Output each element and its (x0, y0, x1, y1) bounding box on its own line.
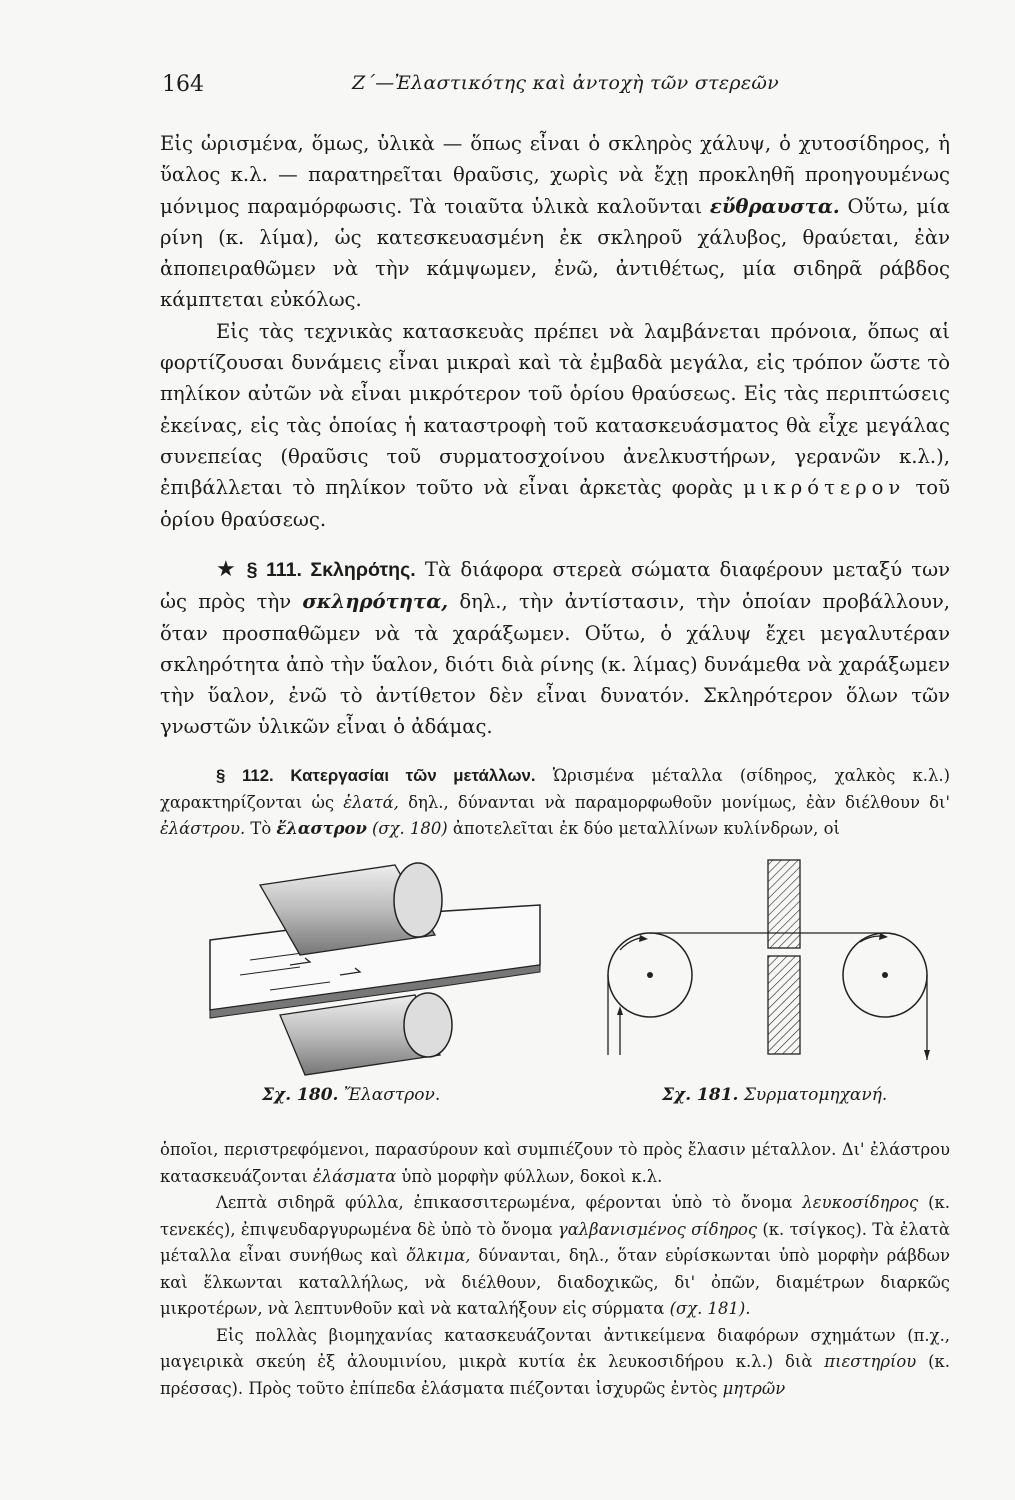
paragraph-metalwork: § 112. Κατεργασίαι τῶν μετάλλων. Ὡρισμένα μέταλλα (σίδηρος, χαλκὸς κ.λ.) χαρακτηρίζονται ὡς ἐλατά, δηλ., δύνανται νὰ παραμορφωθοῦν μονίμως, ἐὰν διέλθουν δι' ἐλάστρου. Τὸ ἔλαστρον (σχ. 180) ἀποτελεῖται ἐκ δύο μεταλλίνων κυλίνδρων, οἱ (160, 766, 950, 838)
page-header (162, 72, 952, 112)
caption-fig180: Σχ. 180. Ἔλαστρον. (262, 1085, 441, 1105)
paragraph-hardness: ★ § 111. Σκληρότης. Τὰ διάφορα στερεὰ σώματα διαφέρουν μεταξύ των ὡς πρὸς τὴν σκληρότητα, δηλ., τὴν ἀντίστασιν, τὴν ὁποίαν προβάλλουν, ὅταν προσπαθῶμεν νὰ τὰ χαράξωμεν. Οὕτω, ὁ χάλυψ ἔχει μεγαλυτέραν σκληρότητα ἀπὸ τὴν ὕαλον, διότι διὰ ρίνης (κ. λίμας) δυνάμεθα νὰ χαράξωμεν τὴν ὕαλον, ἐνῶ τὸ ἀντίθετον δὲν εἶναι δυνατόν. Σκληρότερον ὅλων τῶν γνωστῶν ὑλικῶν εἶναι ὁ ἀδάμας. (160, 557, 950, 739)
section-112 (160, 763, 950, 843)
text-block-top (160, 128, 950, 535)
paragraph-brittle: Εἰς ὡρισμένα, ὅμως, ὑλικὰ — ὅπως εἶναι ὁ σκληρὸς χάλυψ, ὁ χυτοσίδηρος, ἡ ὕαλος κ.λ. — παρατηρεῖται θραῦσις, χωρὶς νὰ ἔχῃ προκληθῆ προηγουμένως μόνιμος παραμόρφωσις. Τὰ τοιαῦτα ὑλικὰ καλοῦνται εὔθραυστα. Οὕτω, μία ρίνη (κ. λίμα), ὡς κατεσκευασμένη ἐκ σκληροῦ χάλυβος, θραύεται, ἐὰν ἀποπειραθῶμεν νὰ τὴν κάμψωμεν, ἐνῶ, ἀντιθέτως, μία σιδηρᾶ ράβδος κάμπτεται εὐκόλως. (160, 132, 950, 312)
term-rolling-mill-bold: ἔλαστρον (276, 819, 367, 838)
section-111 (160, 554, 950, 743)
paragraph-press: Εἰς πολλὰς βιομηχανίας κατασκευάζονται ἀντικείμενα διαφόρων σχημάτων (π.χ., μαγειρικὰ σκεύη ἐξ ἀλουμινίου, μικρὰ κυτία ἐκ λευκοσιδήρου κ.λ.) διὰ πιεστηρίου (κ. πρέσσας). Πρὸς τοῦτο ἐπίπεδα ἐλάσματα πιέζονται ἰσχυρῶς ἐντὸς μητρῶν (160, 1325, 950, 1398)
term-hardness: σκληρότητα, (302, 590, 449, 614)
figures-illustration (180, 850, 960, 1080)
section-title-112: § 112. Κατεργασίαι τῶν μετάλλων. (216, 766, 536, 785)
caption-fig181: Σχ. 181. Συρματομηχανή. (662, 1085, 888, 1105)
term-tinplate: λευκοσίδηρος (802, 1193, 919, 1212)
paragraph-rolling: ὁποῖοι, περιστρεφόμενοι, παρασύρουν καὶ συμπιέζουν τὸ πρὸς ἔλασιν μέταλλον. Δι' ἐλάστρου κατασκευάζονται ἐλάσματα ὑπὸ μορφὴν φύλλων, δοκοὶ κ.λ. (160, 1140, 950, 1186)
running-head: Ζ΄—Ἐλαστικότης καὶ ἀντοχὴ τῶν στερεῶν (352, 72, 780, 94)
term-press: πιεστηρίου (824, 1352, 917, 1371)
page-number: 164 (162, 72, 204, 97)
term-ductile: ὄλκιμα, (406, 1246, 471, 1265)
term-brittle: εὔθραυστα. (709, 194, 840, 218)
paragraph-tinplate: Λεπτὰ σιδηρᾶ φύλλα, ἐπικασσιτερωμένα, φέρονται ὑπὸ τὸ ὄνομα λευκοσίδηρος (κ. τενεκές), ἐπιψευδαργυρωμένα δὲ ὑπὸ τὸ ὄνομα γαλβανισμένος σίδηρος (κ. τσίγκος). Τὰ ἐλατὰ μέταλλα εἶναι συνήθως καὶ ὄλκιμα, δύνανται, δηλ., ὅταν εὑρίσκωνται ὑπὸ μορφὴν ράβδων καὶ ἕλκωνται καταλλήλως, νὰ διέλθουν, διαδοχικῶς, δι' ὀπῶν, διαμέτρων διαρκῶς μικροτέρων, νὰ λεπτυνθοῦν καὶ νὰ καταλήξουν εἰς σύρματα (σχ. 181). (160, 1193, 950, 1318)
term-sheets: ἐλάσματα (312, 1166, 397, 1186)
term-malleable: ἐλατά, (343, 792, 399, 812)
paragraph-design: Εἰς τὰς τεχνικὰς κατασκευὰς πρέπει νὰ λαμβάνεται πρόνοια, ὅπως αἱ φορτίζουσαι δυνάμεις εἶναι μικραὶ καὶ τὰ ἐμβαδὰ μεγάλα, εἰς τρόπον ὥστε τὸ πηλίκον αὐτῶν νὰ εἶναι μικρότερον τοῦ ὁρίου θραύσεως. Εἰς τὰς περιπτώσεις ἐκείνας, εἰς τὰς ὁποίας ἡ καταστροφὴ τοῦ κατασκευάσματος θὰ εἶχε μεγάλας συνεπείας (θραῦσις τοῦ συρματοσχοίνου ἀνελκυστήρων, γερανῶν κ.λ.), ἐπιβάλλεται τὸ πηλίκον τοῦτο νὰ εἶναι ἀρκετὰς φορὰς μικρότερον τοῦ ὁρίου θραύσεως. (160, 319, 950, 531)
spaced-word: μικρότερον (743, 476, 906, 500)
wire-drawing-machine-drawing (608, 860, 930, 1060)
figure-ref-181: (σχ. 181). (669, 1299, 751, 1318)
rolling-mill-drawing (210, 863, 540, 1075)
figure-ref-180: (σχ. 180) (366, 819, 448, 838)
section-title-111: § 111. Σκληρότης. (246, 559, 416, 581)
term-rolling-mill: ἐλάστρου. (160, 819, 246, 838)
star-icon: ★ (216, 557, 239, 582)
term-galvanized: γαλβανισμένος σίδηρος (557, 1219, 758, 1239)
text-block-bottom (160, 1137, 950, 1402)
term-dies: μητρῶν (722, 1378, 786, 1398)
